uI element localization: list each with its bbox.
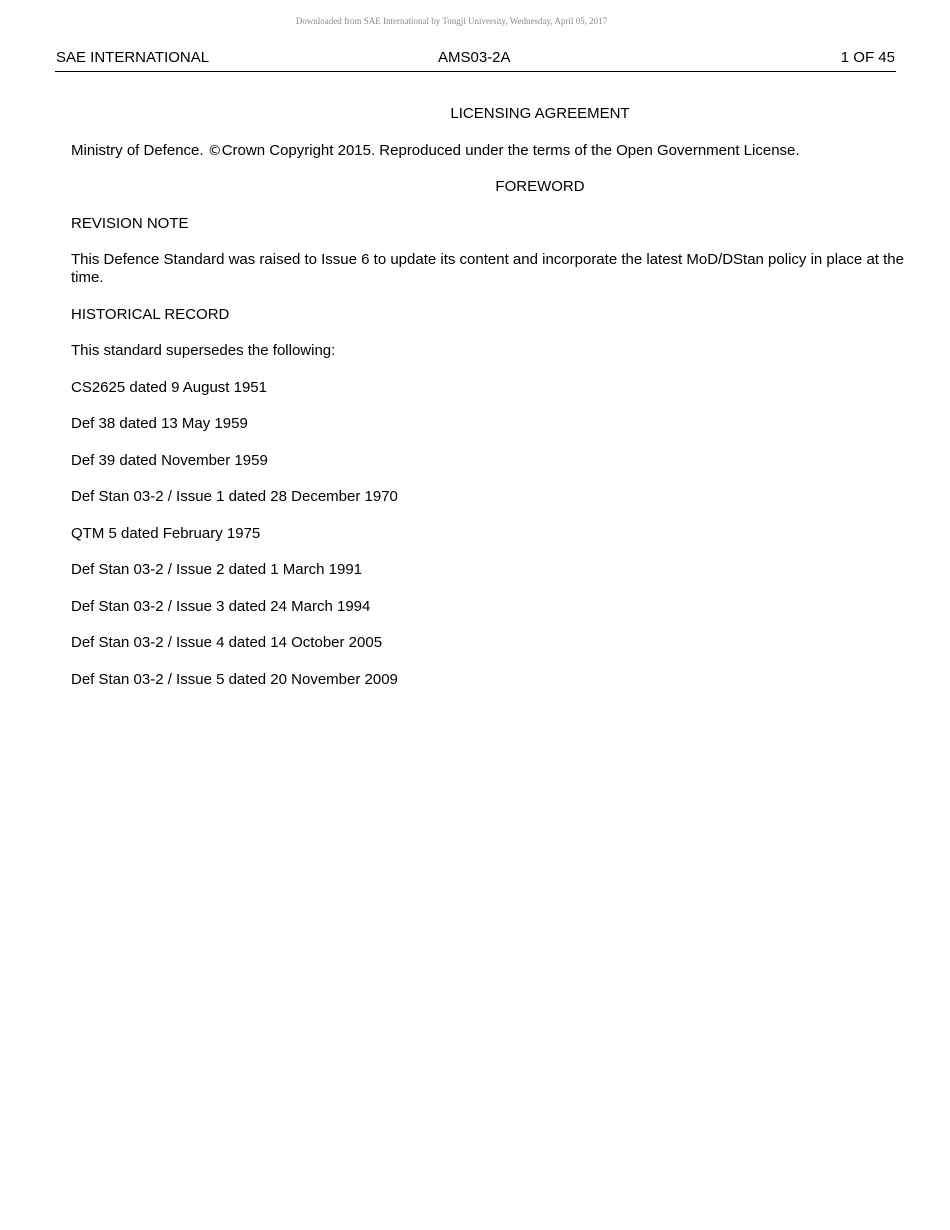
superseded-item: Def Stan 03-2 / Issue 1 dated 28 December 1970 — [71, 488, 398, 505]
superseded-item: Def Stan 03-2 / Issue 5 dated 20 November 2009 — [71, 670, 398, 688]
licensing-text-start: Ministry of Defence. — [71, 141, 208, 159]
historical-record-intro: This standard supersedes the following: — [71, 342, 336, 359]
licensing-heading: LICENSING AGREEMENT — [450, 105, 630, 122]
document-body — [71, 105, 913, 707]
revision-note-heading: REVISION NOTE — [71, 214, 189, 232]
historical-record-heading: HISTORICAL RECORD — [71, 305, 230, 323]
header-page-indicator: 1 OF 45 — [840, 49, 895, 66]
licensing-text-end: Crown Copyright 2015. Reproduced under the terms of the Open Government License. — [221, 141, 800, 159]
revision-note-text: This Defence Standard was raised to Issue 6 to update its content and incorporate the latest MoD/DStan policy in place at the time. — [71, 251, 904, 286]
header-document-number: AMS03-2A — [438, 49, 511, 66]
download-notice: Downloaded from SAE International by Tongji University, Wednesday, April 05, 2017 — [295, 16, 608, 26]
superseded-item: Def 39 dated November 1959 — [71, 451, 268, 469]
superseded-item: Def 38 dated 13 May 1959 — [71, 415, 248, 432]
licensing-text — [71, 142, 913, 160]
page-header — [55, 49, 896, 72]
superseded-item: QTM 5 dated February 1975 — [71, 524, 261, 542]
header-organization: SAE INTERNATIONAL — [56, 49, 210, 66]
superseded-item: Def Stan 03-2 / Issue 4 dated 14 October 2005 — [71, 634, 383, 651]
foreword-heading: FOREWORD — [495, 178, 585, 195]
superseded-item: Def Stan 03-2 / Issue 2 dated 1 March 1991 — [71, 561, 363, 578]
superseded-item: Def Stan 03-2 / Issue 3 dated 24 March 1994 — [71, 597, 371, 615]
superseded-item: CS2625 dated 9 August 1951 — [71, 378, 267, 396]
copyright-symbol: © — [207, 142, 222, 159]
